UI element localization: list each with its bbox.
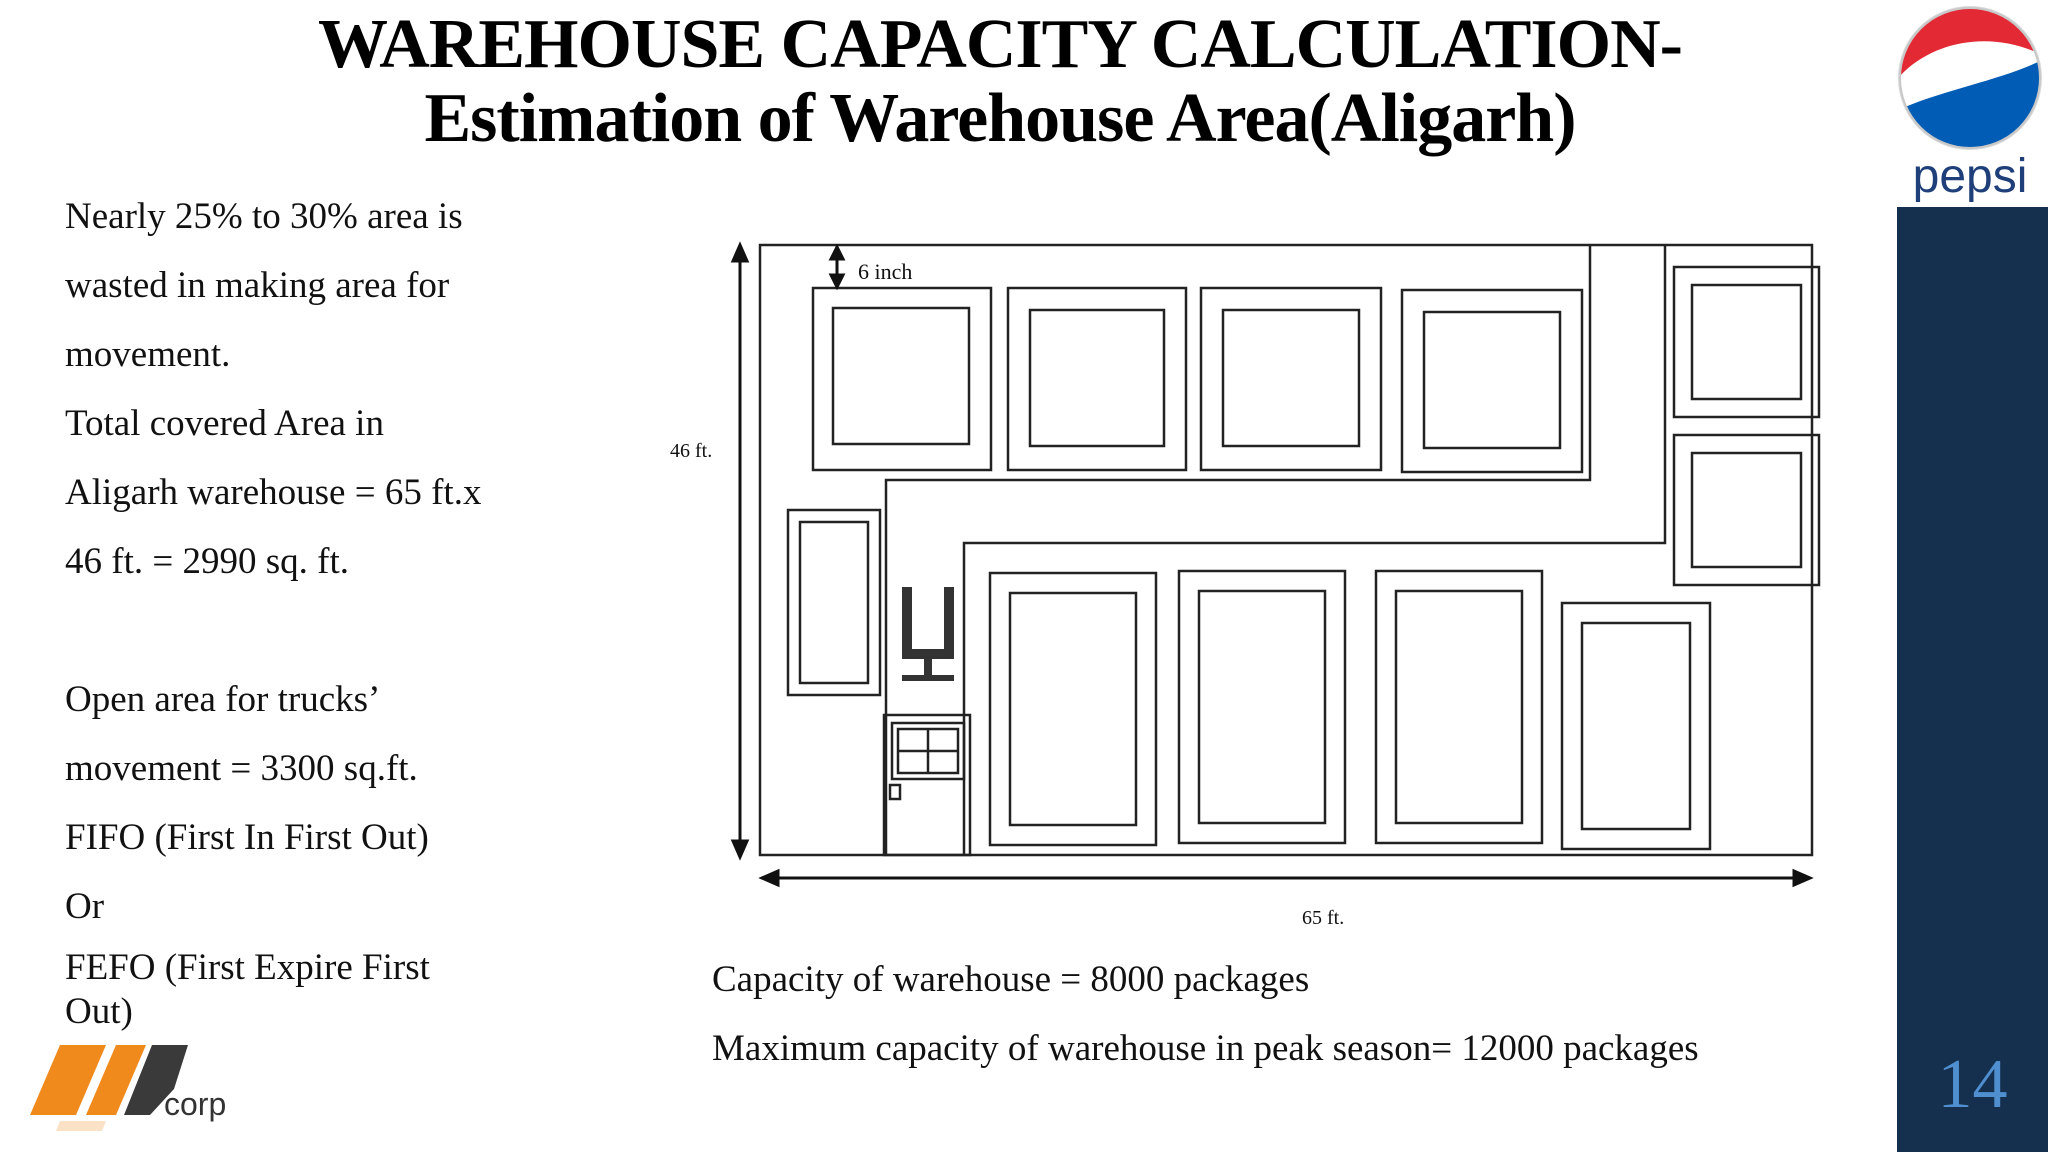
forklift-icon bbox=[902, 587, 954, 681]
left-text-line: Total covered Area in bbox=[65, 403, 384, 444]
sidebar-bar bbox=[1897, 207, 2048, 1152]
title-line-1: WAREHOUSE CAPACITY CALCULATION- bbox=[318, 6, 1682, 83]
left-text-line: FEFO (First Expire First bbox=[65, 947, 430, 988]
width-label: 65 ft. bbox=[1302, 907, 1345, 929]
left-text-line: movement. bbox=[65, 334, 231, 375]
gap-label: 6 inch bbox=[858, 259, 913, 284]
left-text-line: Aligarh warehouse = 65 ft.x bbox=[65, 472, 482, 513]
corp-logo bbox=[28, 1035, 258, 1152]
left-text-line: Out) bbox=[65, 991, 133, 1032]
left-text-line: Nearly 25% to 30% area is bbox=[65, 196, 463, 237]
title-line-2: Estimation of Warehouse Area(Aligarh) bbox=[424, 80, 1576, 157]
left-text-line: Or bbox=[65, 886, 105, 927]
warehouse-layout-diagram bbox=[640, 235, 1840, 935]
left-text-line: movement = 3300 sq.ft. bbox=[65, 748, 418, 789]
pepsi-logo bbox=[1892, 0, 2048, 207]
slide-title bbox=[230, 8, 1770, 156]
left-text-line: FIFO (First In First Out) bbox=[65, 817, 429, 858]
max-capacity-line: Maximum capacity of warehouse in peak season= 12000 packages bbox=[712, 1028, 1699, 1069]
capacity-text-block bbox=[712, 955, 1699, 1093]
left-text-line: Open area for trucks’ bbox=[65, 679, 381, 720]
page-number: 14 bbox=[1937, 1046, 2008, 1123]
height-label: 46 ft. bbox=[670, 440, 713, 462]
warehouse-outline bbox=[760, 245, 1812, 855]
capacity-line: Capacity of warehouse = 8000 packages bbox=[712, 959, 1310, 1000]
left-text-line: wasted in making area for bbox=[65, 265, 450, 306]
corp-wordmark: corp bbox=[164, 1086, 227, 1122]
left-text-block bbox=[65, 187, 605, 1034]
left-text-line: 46 ft. = 2990 sq. ft. bbox=[65, 541, 349, 582]
pepsi-wordmark: pepsi bbox=[1912, 150, 2028, 203]
